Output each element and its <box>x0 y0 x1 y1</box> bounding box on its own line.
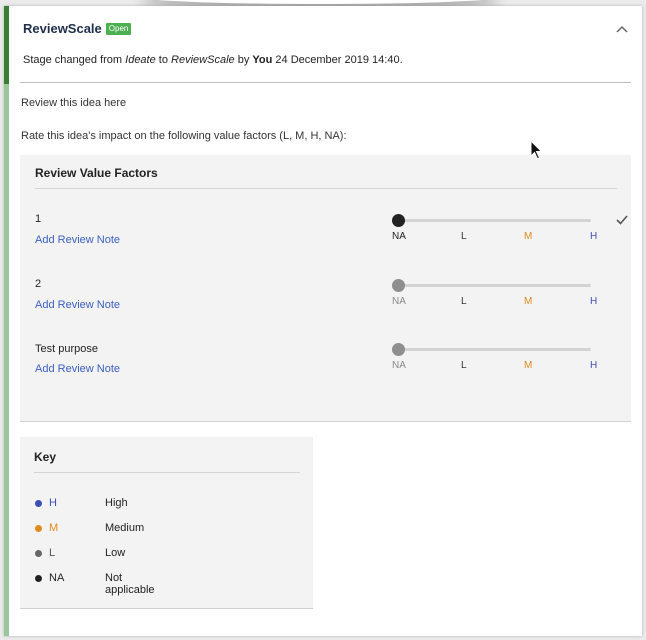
factor-label: 2 <box>35 278 42 290</box>
stage-panel <box>4 6 642 636</box>
slider-track <box>398 284 591 287</box>
overlay-shadow <box>140 0 500 4</box>
stage-from: Ideate <box>125 54 156 66</box>
key-title: Key <box>34 450 57 464</box>
status-badge: Open <box>106 23 132 35</box>
key-desc: Medium <box>105 522 145 534</box>
scale-l: L <box>461 231 467 242</box>
key-code: L <box>49 547 56 559</box>
scale-na: NA <box>392 360 406 371</box>
chevron-up-icon <box>616 25 628 33</box>
scale-labels <box>392 360 602 374</box>
scale-na: NA <box>392 296 406 307</box>
stage-change-line <box>23 54 403 66</box>
key-desc: High <box>105 497 128 509</box>
factor-slider[interactable] <box>392 342 597 356</box>
rate-prompt: Rate this idea's impact on the following value factors (L, M, H, NA): <box>21 130 347 142</box>
scale-na: NA <box>392 231 406 242</box>
scale-labels <box>392 296 602 310</box>
slider-track <box>398 348 591 351</box>
check-icon <box>615 214 629 226</box>
scale-m: M <box>524 231 533 242</box>
scale-l: L <box>461 360 467 371</box>
stage-to: ReviewScale <box>171 54 235 66</box>
divider <box>34 472 300 473</box>
key-desc: Not applicable <box>105 572 155 596</box>
scale-h: H <box>590 296 598 307</box>
key-code: NA <box>49 572 65 584</box>
collapse-button[interactable] <box>614 22 630 36</box>
add-review-note-link[interactable]: Add Review Note <box>35 299 120 311</box>
stage-actor: You <box>252 54 273 66</box>
scale-m: M <box>524 296 533 307</box>
add-review-note-link[interactable]: Add Review Note <box>35 363 120 375</box>
divider <box>20 82 631 83</box>
scale-h: H <box>590 231 598 242</box>
review-idea-link[interactable]: Review this idea here <box>21 97 127 109</box>
dot-icon <box>35 575 42 582</box>
stage-to-word: to <box>158 54 168 66</box>
dot-icon <box>35 550 42 557</box>
review-value-factors-card <box>20 155 631 422</box>
scale-m: M <box>524 360 533 371</box>
add-review-note-link[interactable]: Add Review Note <box>35 234 120 246</box>
stage-title: ReviewScale <box>23 21 102 36</box>
stage-accent-bar-light <box>4 84 9 636</box>
key-code: M <box>49 522 59 534</box>
card-title: Review Value Factors <box>35 166 158 180</box>
divider <box>35 188 617 189</box>
scale-labels <box>392 231 602 245</box>
dot-icon <box>35 525 42 532</box>
stage-timestamp: 24 December 2019 14:40. <box>275 54 403 66</box>
stage-by-word: by <box>237 54 250 66</box>
panel-header <box>23 21 131 36</box>
mouse-cursor-icon <box>530 140 544 160</box>
dot-icon <box>35 500 42 507</box>
factor-label: 1 <box>35 213 42 225</box>
key-card <box>20 437 313 609</box>
slider-track <box>398 219 591 222</box>
scale-l: L <box>461 296 467 307</box>
slider-thumb[interactable] <box>392 343 405 356</box>
slider-thumb[interactable] <box>392 279 405 292</box>
key-code: H <box>49 497 57 509</box>
factor-slider[interactable] <box>392 278 597 292</box>
factor-slider[interactable] <box>392 213 597 227</box>
stage-prefix: Stage changed from <box>23 54 123 66</box>
scale-h: H <box>590 360 598 371</box>
factor-label: Test purpose <box>35 343 98 355</box>
slider-thumb[interactable] <box>392 214 405 227</box>
key-desc: Low <box>105 547 126 559</box>
stage-accent-bar <box>4 6 9 84</box>
